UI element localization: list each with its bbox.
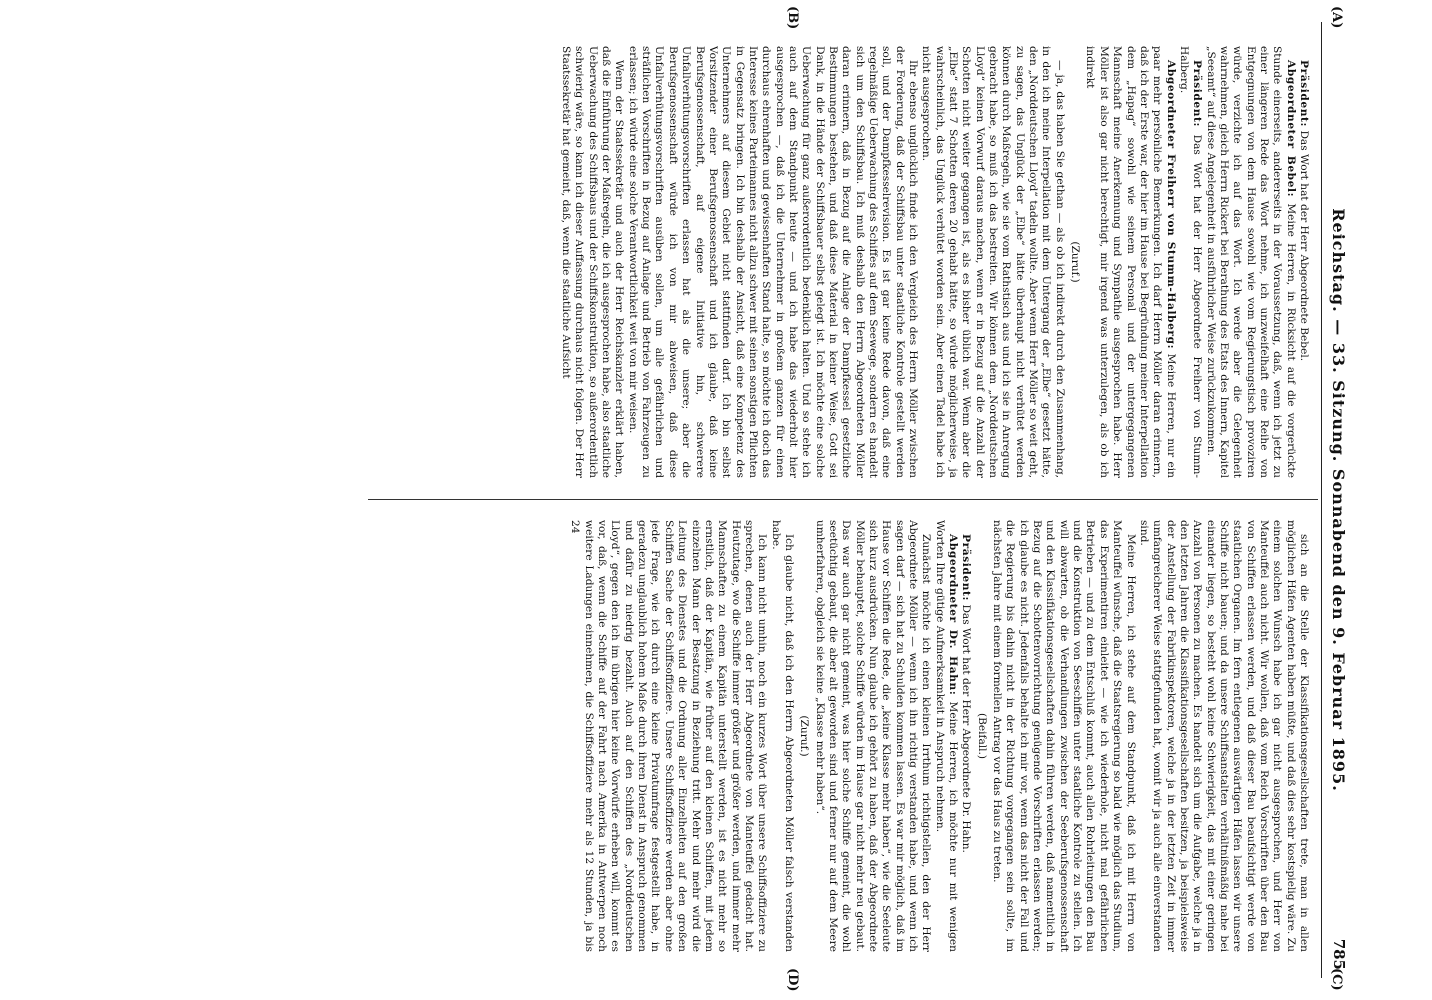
speech-paragraph — [1297, 46, 1310, 478]
speech-text: Das Wort hat der Herr Abgeordnete Dr. Hahn. — [960, 604, 973, 853]
body-paragraph: Meine Herren, ich stehe auf dem Standpunkt, daß ich mit Herrn von Manteuffel wünsche, daß die Staatsregierung so bald wie möglich das Studium, das Experimentiren einleitet — wie ich wiederhole, nicht mal gefährlichen Betrieben — und zu dem Entschluß kommt, auch allen Rohrleitungen den Bau und die Konstruktion von Seeschiffen unter staatliche Kontrole zu stellen. Ich will abwarten, ob die Verhandlungen zwischen der Seeberufsgenossenschaft und den Klassifikationsgesellschaften dahin führen werden, daß namentlich in Bezug auf die Schottenvorrichtung genügende Vorschriften erlassen werden; ich glaube es nicht. Jedenfalls behalte ich mir vor, wenn das nicht der Fall und die Regierung bis dahin nicht in der Richtung vorgegangen sein sollte, im nächsten Jahre mit einem formellen Antrag vor das Haus zu treten. — [991, 520, 1137, 952]
speech-text: Das Wort hat der Herr Abgeordnete Freiherr von Stumm-Halberg. — [1177, 46, 1204, 478]
body-paragraph: — ja, das haben Sie gethan — als ob ich indirekt durch den Zusammenhang, in den ich meine Interpellation mit dem Untergang der „Elbe“ gesetzt hätte, den „Norddeutschen Lloyd“ tadeln wollte. Aber wenn Herr Möller so weit geht, zu sagen, das Unglück der „Elbe“ hätte überhaupt nicht verhütet werden können durch Maßregeln, wie sie vom Rathstisch aus und ich sie in Anregung gebracht habe, so muß ich das bestreiten. Wir können dem „Norddeutschen Lloyd“ keinen Vorwurf daraus machen, wenn er in Bezug auf die Anzahl der Schotten nicht weiter gegangen ist, als es bisher üblich war. Wenn aber die „Elbe“ statt 7 Schotten deren 20 gehabt hätte, so würde möglicherweise, ja wahrscheinlich, das Unglück verhütet worden sein. Aber einen Tadel habe ich nicht ausgesprochen. — [920, 46, 1066, 478]
speech-paragraph — [932, 520, 959, 952]
margin-marker-c: (C) — [1329, 968, 1344, 991]
margin-marker-a: (A) — [1329, 6, 1344, 29]
body-paragraph: Zunächst möchte ich einen kleinen Irrthum richtigstellen, den der Herr Abgeordnete Möller — wenn ich ihn richtig verstanden habe, und wenn ich sagen darf — sich hat zu Schulden kommen lassen. Es war mir möglich, daß im Hause vor Schiffen die Rede, die „keine Klasse mehr haben“, wie die Seeleute sich kurz ausdrücken. Nun glaube ich gehört zu haben, daß der Abgeordnete Möller behauptet, solche Schiffe würden im Hause gar nicht mehr neu gebaut. Das war auch gar nicht gemeint, was hier solche Schiffe gemeint, die wohl seetüchtig gebaut, die aber alt geworden sind und ferner nur auf dem Meere umherfahren, obgleich sie keine „Klasse mehr haben“. — [813, 520, 933, 952]
body-paragraph: Ich glaube nicht, daß ich den Herrn Abgeordneten Möller falsch verstanden habe. — [769, 520, 795, 952]
page-number: 785 — [1330, 938, 1348, 970]
margin-marker-b: (B) — [785, 6, 800, 30]
interjection: (Zuruf.) — [1069, 241, 1082, 283]
speech-paragraph — [1203, 46, 1296, 478]
page-header-title: Reichstag. — 33. Sitzung. Sonnabend den 9. Februar 1895. — [1329, 208, 1348, 792]
speaker-name: Präsident: — [960, 534, 973, 602]
speaker-name: Abgeordneter Dr. Hahn: — [947, 534, 960, 696]
speaker-name: Präsident: — [1191, 60, 1204, 128]
speech-text: Meine Herren, nur ein paar mehr persönliche Bemerkungen. Ich darf Herrn Möller daran erinnern, daß ich der Erste war, der hier im Hause bei Begründung meiner Interpellation dem „Hapag“ sowohl wie seinem Personal und der untergegangenen Mannschaft meine Anerkennung und Sympathie ausgesprochen habe. Herr Möller ist also gar nicht berechtigt, mir irgend was unterzulegen, als ob ich indirekt — [1084, 46, 1177, 478]
speaker-name: Präsident: — [1298, 60, 1310, 128]
body-paragraph: Ihr ebenso unglücklich finde ich den Vergleich des Herrn Möller zwischen der Forderung, daß der Schiffsbau unter staatliche Kontrole gestellt werden soll, und der Dampfkesselrevision. Es ist gar keine Rede davon, daß eine regelmäßige Ueberwachung des Schiffes auf dem Seewege, sondern es handelt sich um den Schiffsbau. Ich muß deshalb den Herrn Abgeordneten Möller daran erinnern, daß in Bezug auf die Anlage der Dampfkessel gesetzliche Bestimmungen bestehen, und daß diese Material in keiner Weise, Gott sei Dank, in die Hände der Schiffsbauer selbst gelegt ist. Ich möchte eine solche Ueberwachung für ganz außerordentlich bedenklich halten. Und so stehe ich auch auf dem Standpunkt heute — und ich habe das wiederholt hier ausgesprochen —, daß ich die Unternehmer in großem ganzen für einen durchaus ehrenhaften und gewissenhaften Stand halte, so möchte ich doch das Interesse keines Parteimannes nicht allzu schwer mit seinen sonstigen Pflichten in Gegensatz bringen. Ich bin deshalb der Ansicht, daß eine Kompetenz des Unternehmers auf diesem Gebiet nicht stattfinden darf. Ich bin selbst Vorsitzender einer Berufsgenossenschaft und ich glaube, daß keine Berufsgenossenschaft, auf eigene Initiative hin, schwerere Unfallverhütungsvorschriften erlassen hat als die unsere; aber die Berufsgenossenschaft würde ich von mir abweisen, daß diese Unfallverhütungsvorschriften ausüben sollen, um alle gefährlichen und sträflichen Vorschriften in Bezug auf Anlage und Betrieb von Fahrzeugen zu erlassen; ich würde eine solche Verantwortlichkeit weit von mir weisen. — [626, 46, 920, 478]
interjection: (Beifall.) — [975, 712, 988, 760]
column-divider — [368, 499, 1318, 500]
speech-text: Meine Herren, ich möchte nur mit wenigen Worten Ihre gütige Aufmerksamkeit in Anspruch nehmen. — [933, 520, 960, 952]
body-paragraph: Ich kann nicht umhin, noch ein kurzes Wort über unsere Schiffsoffiziere zu sprechen, denen auch der Herr Abgeordnete von Manteuffel gedacht hat. Heutzutage, wo die Schiffe immer größer und größer werden, und immer mehr Mannschaften zu einem Kapitän unterstellt werden, ist es nicht mehr so ernstlich, daß der Kapitän, wie früher auf den kleinen Schiffen, mit jedem einzelnen Mann der Besatzung in Beziehung tritt. Mehr und mehr wird die Leitung des Dienstes und die Ordnung aller Einzelheiten auf den großen Schiffen Sache der Schiffsoffiziere. Unsere Schiffsoffiziere werden aber ohne jede Frage, wie ich durch eine kleine Privatumfrage festgestellt habe, in geradezu unglaublich hohem Maße durch ihren Dienst in Anspruch genommen und dafür zu niedrig bezahlt. Auch auf den Schiffen des „Norddeutschen Lloyd“, gegen den ich im übrigen hier keine Vorwürfe erheben will, kommt es vor, daß, wenn die Schiffe auf der Fahrt nach Amerika in Antwerpen noch weitere Ladungen einnehmen, die Schiffsoffiziere mehr als 12 Stunden, ja bis 24 — [569, 520, 769, 952]
left-column — [360, 46, 1310, 478]
speaker-name: Abgeordneter Bebel: — [1284, 60, 1297, 198]
body-paragraph: sich an die Stelle der Klassifikationsgesellschaften trete, man in allen möglichen Häfen Agenten haben müßte, und daß dies sehr kostspielig wäre. Zu einem solchen Wunsch habe ich gar nicht ausgesprochen, und Herr von Manteuffel auch nicht. Wir wollen, daß vom Reich Vorschriften über den Bau von Schiffen erlassen werden, und daß dieser Bau beaufsichtigt werde von staatlichen Organen. Im fern entlegenen auswärtigen Häfen lassen wir unsere Schiffe nicht bauen; und da unsere Schiffsanstalten verhältnißmäßig nahe bei einander liegen, so besteht wohl keine Schwierigkeit, das mit einer geringen Anzahl von Personen zu machen. Es handelt sich um die Aufgabe, welche ja in den letzten Jahren die Klassifikationsgesellschaften besitzen, ja beispielsweise der Anstellung der Fabrikinspektoren, welche ja in der letzten Zeit in immer umfangreicherer Weise stattgefunden hat, womit wir ja auch alle einverstanden sind. — [1137, 520, 1310, 952]
speech-paragraph — [1083, 46, 1176, 478]
speech-paragraph — [1177, 46, 1204, 478]
speech-text: Das Wort hat der Herr Abgeordnete Bebel. — [1298, 130, 1310, 362]
body-paragraph: Wenn der Staatssekretär und auch der Herr Reichskanzler erklärt haben, daß die Einführung der Maßregeln, die ich ausgesprochen habe, also staatliche Ueberwachung des Schiffsbaus und der Schiffskonstruktion, so außerordentlich schwierig wäre, so kann ich dieser Auffassung durchaus nicht folgen. Der Herr Staatssekretär hat gemeint, daß, wenn die staatliche Aufsicht — [560, 46, 626, 478]
right-column — [360, 520, 1310, 952]
speech-paragraph — [959, 520, 972, 952]
interjection: (Zuruf.) — [798, 715, 811, 757]
speech-text: Meine Herren, in Rücksicht auf die vorgerückte Stunde einerseits, andererseits in der Voraussetzung, daß, wenn ich jetzt zu einer längeren Rede das Wort nehme, ich unzweifelhaft eine Reihe von Entgegnungen von dem Hause sowohl wie vom Regierungstisch provoziren würde, verzichte ich auf das Wort. Ich werde aber die Gelegenheit wahrnehmen, gleich Herrn Rickert bei Berathung des Etats des Innern, Kapitel „Seeamt“ auf diese Angelegenheit in ausführlicher Weise zurückzukommen. — [1204, 46, 1297, 478]
speaker-name: Abgeordneter Freiherr von Stumm-Halberg: — [1164, 60, 1177, 350]
margin-marker-d: (D) — [785, 968, 800, 992]
page-header — [1321, 22, 1350, 978]
